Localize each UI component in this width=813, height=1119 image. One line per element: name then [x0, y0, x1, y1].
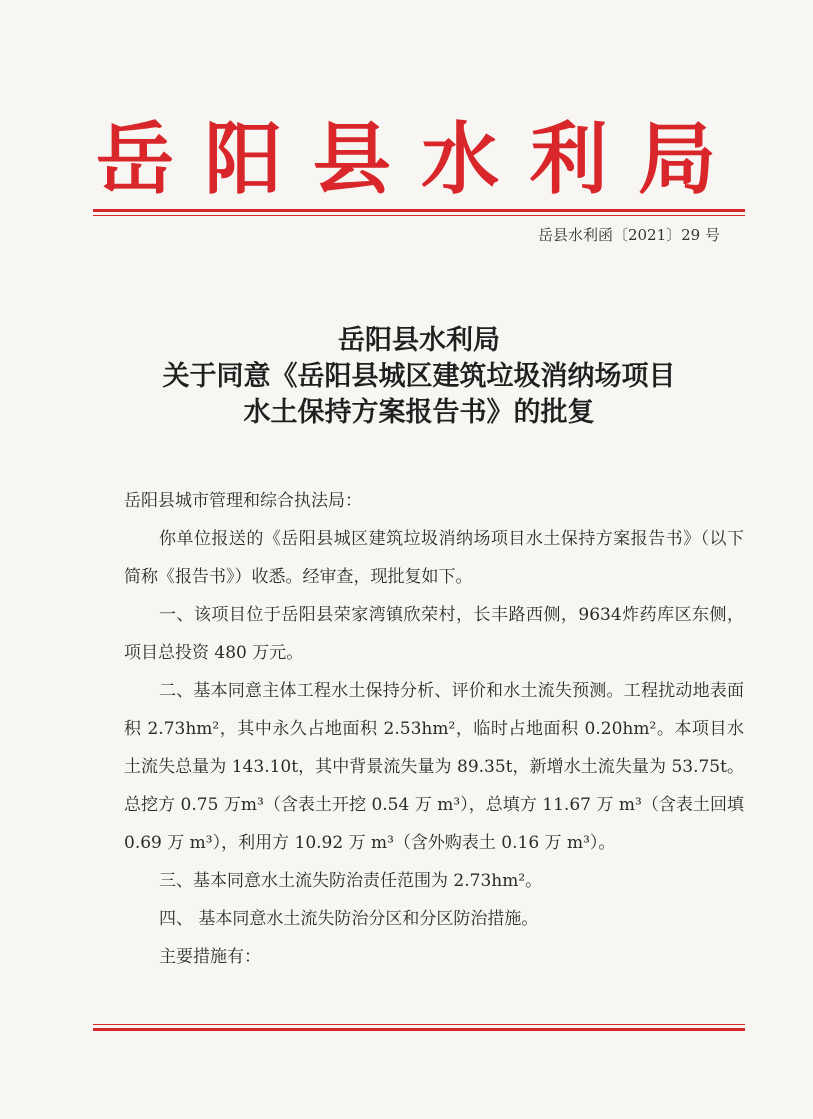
footer-divider-thick	[93, 1028, 745, 1031]
paragraph-item-2: 二、基本同意主体工程水土保持分析、评价和水土流失预测。工程扰动地表面积 2.73hm²，其中永久占地面积 2.53hm²，临时占地面积 0.20hm²。本项目水土流失总量为 143.10t，其中背景流失量为 89.35t，新增水土流失量为 53.75t。总挖方 0.75 万m³（含表土开挖 0.54 万 m³），总填方 11.67 万 m³（含表土回填0.69 万 m³），利用方 10.92 万 m³（含外购表土 0.16 万 m³）。	[124, 681, 744, 853]
salutation: 岳阳县城市管理和综合执法局：	[124, 491, 362, 511]
footer-divider-thin	[93, 1024, 745, 1025]
letterhead-agency-name	[96, 112, 716, 208]
letterhead-char: 局	[637, 115, 716, 205]
letterhead-char: 阳	[204, 115, 283, 205]
letterhead-char: 利	[529, 115, 608, 205]
letterhead-char: 水	[421, 115, 500, 205]
document-body	[124, 482, 744, 976]
letterhead-char: 岳	[96, 115, 175, 205]
letterhead-char: 县	[312, 115, 391, 205]
paragraph-intro: 你单位报送的《岳阳县城区建筑垃圾消纳场项目水土保持方案报告书》（以下简称《报告书》）收悉。经审查，现批复如下。	[124, 529, 744, 587]
paragraph-measures-heading: 主要措施有：	[159, 947, 261, 967]
document-title	[93, 323, 745, 431]
title-line-3: 水土保持方案报告书》的批复	[243, 397, 595, 428]
letterhead-divider-thin	[93, 215, 745, 216]
title-line-1: 岳阳县水利局	[338, 325, 500, 356]
paragraph-item-4: 四、 基本同意水土流失防治分区和分区防治措施。	[159, 909, 539, 929]
document-number: 岳县水利函〔2021〕29 号	[537, 226, 720, 244]
letterhead-divider-thick	[93, 209, 745, 212]
paragraph-item-3: 三、基本同意水土流失防治责任范围为 2.73hm²。	[159, 871, 543, 891]
paragraph-item-1: 一、该项目位于岳阳县荣家湾镇欣荣村，长丰路西侧，9634炸药库区东侧，项目总投资 480 万元。	[124, 605, 744, 663]
title-line-2: 关于同意《岳阳县城区建筑垃圾消纳场项目	[162, 361, 676, 392]
